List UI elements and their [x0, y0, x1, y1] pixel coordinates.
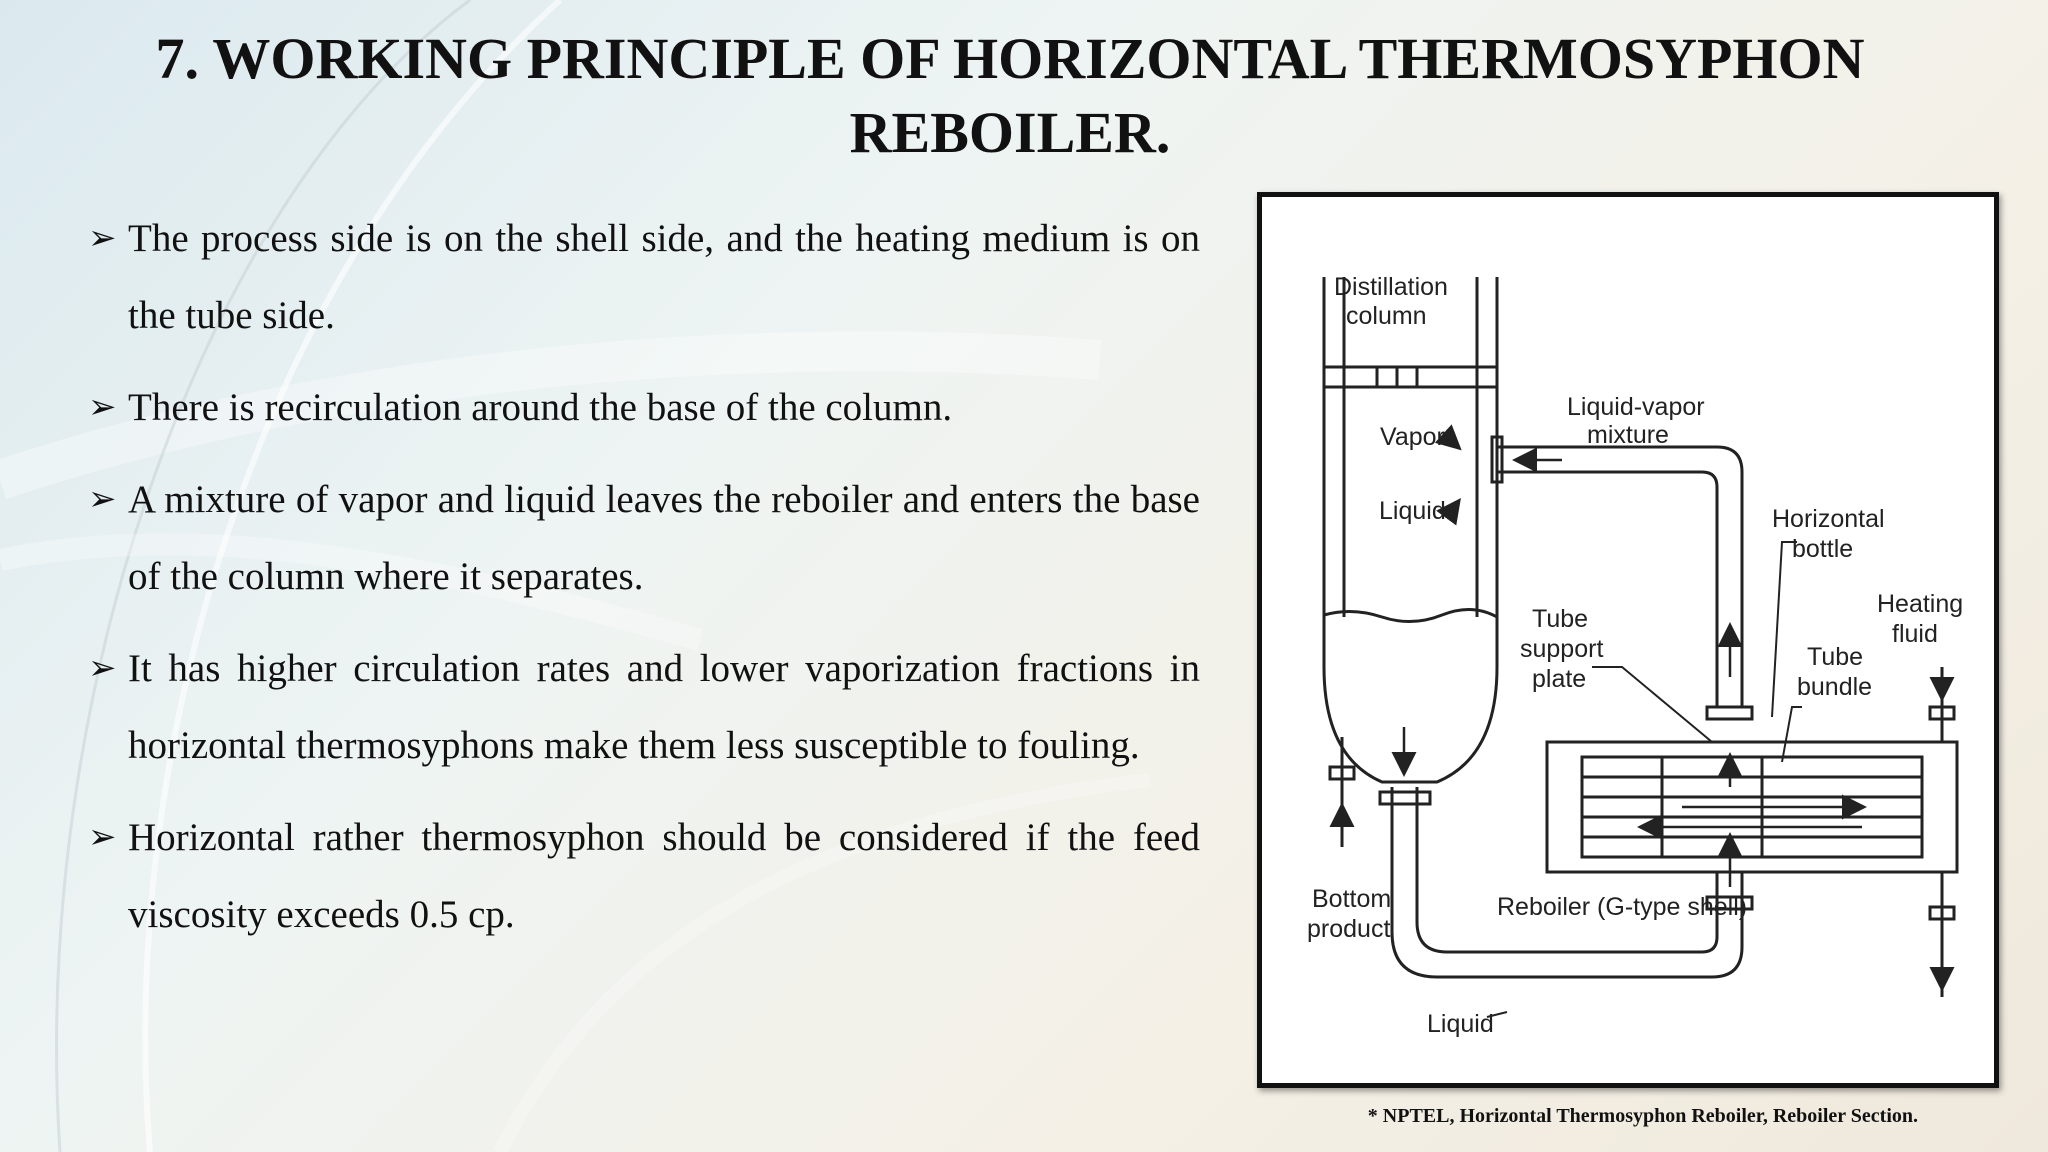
- liquid-level: [1324, 609, 1497, 621]
- label-bottom-line2: product: [1307, 915, 1391, 943]
- label-liquid-bottom: Liquid: [1427, 1010, 1494, 1038]
- bullet-item: [88, 799, 1200, 953]
- bullet-text: There is recirculation around the base of the column.: [128, 386, 953, 429]
- arrow-bullet-icon: ➢: [88, 650, 117, 687]
- arrow-bullet-icon: ➢: [88, 481, 117, 518]
- label-distillation-line1: Distillation: [1334, 273, 1448, 301]
- label-tube-bundle-line2: bundle: [1797, 673, 1873, 701]
- label-tube-support-line1: Tube: [1532, 605, 1589, 633]
- bullet-item: [88, 200, 1200, 354]
- label-horizontal-line2: bottle: [1792, 535, 1854, 563]
- source-caption: * NPTEL, Horizontal Thermosyphon Reboiler, Reboiler Section.: [1367, 1105, 1918, 1127]
- arrow-bullet-icon: ➢: [88, 819, 117, 856]
- label-heating-line1: Heating: [1877, 590, 1964, 618]
- label-liquid-vapor-line2: mixture: [1587, 421, 1669, 449]
- bullet-list: [88, 200, 1200, 968]
- column-shell: [1324, 277, 1497, 782]
- label-distillation-line2: column: [1346, 302, 1427, 330]
- bullet-text: A mixture of vapor and liquid leaves the reboiler and enters the base of the column where it separates.: [128, 478, 1200, 598]
- bullet-text: Horizontal rather thermosyphon should be considered if the feed viscosity exceeds 0.5 cp.: [128, 816, 1200, 936]
- bullet-item: [88, 630, 1200, 784]
- label-tube-bundle-line1: Tube: [1807, 643, 1864, 671]
- reboiler-diagram: [1262, 197, 1994, 1083]
- bullet-text: It has higher circulation rates and lower vaporization fractions in horizontal thermosyphons make them less susceptible to fouling.: [128, 647, 1200, 767]
- label-tube-support-line3: plate: [1532, 665, 1587, 693]
- bullet-item: [88, 369, 1200, 446]
- arrow-bullet-icon: ➢: [88, 220, 117, 257]
- reboiler-diagram-frame: [1257, 192, 1999, 1088]
- bullet-item: [88, 461, 1200, 615]
- label-tube-support-line2: support: [1520, 635, 1604, 663]
- label-liquid-vapor-line1: Liquid-vapor: [1567, 393, 1705, 421]
- label-horizontal-line1: Horizontal: [1772, 505, 1885, 533]
- slide-title: 7. WORKING PRINCIPLE OF HORIZONTAL THERMOSYPHON REBOILER.: [155, 26, 1865, 165]
- label-liquid-top: Liquid: [1379, 497, 1446, 525]
- label-bottom-line1: Bottom: [1312, 885, 1392, 913]
- label-vapor: Vapor: [1380, 423, 1445, 451]
- bullet-text: The process side is on the shell side, and the heating medium is on the tube side.: [128, 217, 1200, 337]
- label-heating-line2: fluid: [1892, 620, 1938, 648]
- arrow-bullet-icon: ➢: [88, 389, 117, 426]
- label-reboiler: Reboiler (G-type shell): [1497, 893, 1748, 921]
